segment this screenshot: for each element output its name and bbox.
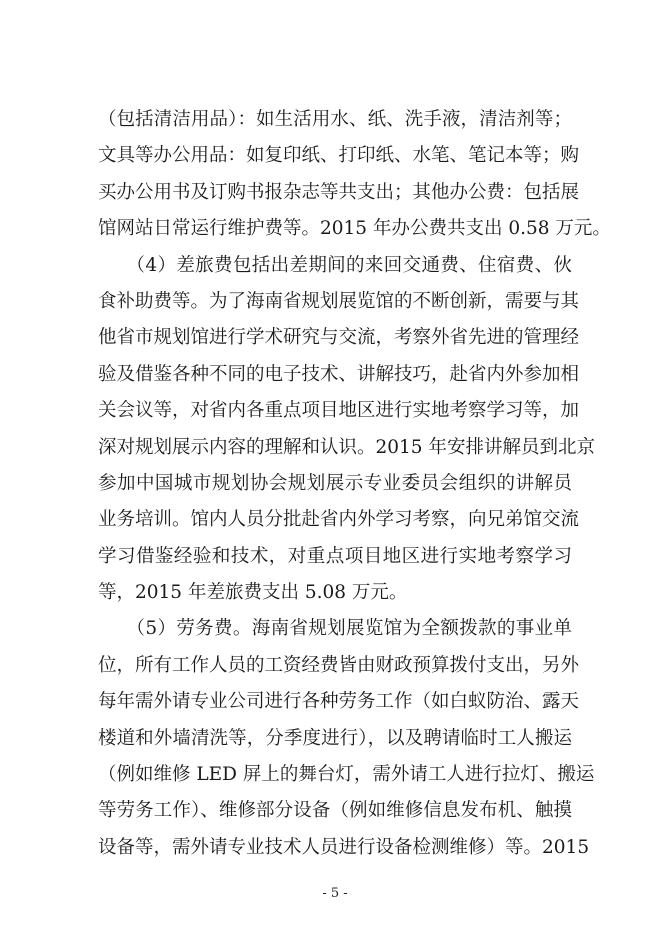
- text-line: 馆网站日常运行维护费等。2015 年办公费共支出 0.58 万元。: [98, 218, 611, 240]
- text-line: 楼道和外墙清洗等，分季度进行），以及聘请临时工人搬运: [98, 727, 572, 749]
- text-line: （包括清洁用品）：如生活用水、纸、洗手液，清洁剂等；: [98, 109, 572, 130]
- text-line: 他省市规划馆进行学术研究与交流，考察外省先进的管理经: [98, 327, 580, 349]
- text-line: 买办公用书及订购书报杂志等共支出；其他办公费：包括展: [98, 181, 580, 203]
- text-line: （4）差旅费包括出差期间的来回交通费、住宿费、伙: [98, 254, 572, 276]
- text-line: 食补助费等。为了海南省规划展览馆的不断创新，需要与其: [98, 290, 580, 312]
- text-line: 验及借鉴各种不同的电子技术、讲解技巧，赴省内外参加相: [98, 363, 580, 385]
- text-line: 参加中国城市规划协会规划展示专业委员会组织的讲解员: [98, 472, 572, 494]
- text-line: 等劳务工作）、维修部分设备（例如维修信息发布机、触摸: [98, 800, 572, 822]
- text-line: （例如维修 LED 屏上的舞台灯，需外请工人进行拉灯、搬运: [98, 764, 595, 786]
- text-line: 设备等，需外请专业技术人员进行设备检测维修）等。2015: [98, 836, 590, 858]
- text-line: 学习借鉴经验和技术，对重点项目地区进行实地考察学习: [98, 545, 572, 567]
- page-number: - 5 -: [322, 886, 348, 901]
- text-line: 深对规划展示内容的理解和认识。2015 年安排讲解员到北京: [98, 436, 595, 458]
- text-line: 文具等办公用品：如复印纸、打印纸、水笔、笔记本等；购: [98, 145, 580, 167]
- text-line: 每年需外请专业公司进行各种劳务工作（如白蚁防治、露天: [98, 691, 580, 713]
- text-line: 关会议等，对省内各重点项目地区进行实地考察学习等，加: [98, 400, 580, 422]
- body-text: [98, 102, 611, 866]
- text-line: （5）劳务费。海南省规划展览馆为全额拨款的事业单: [98, 618, 572, 640]
- text-line: 业务培训。馆内人员分批赴省内外学习考察，向兄弟馆交流: [98, 509, 580, 531]
- text-line: 等，2015 年差旅费支出 5.08 万元。: [98, 582, 408, 604]
- text-line: 位，所有工作人员的工资经费皆由财政预算拨付支出，另外: [98, 654, 580, 676]
